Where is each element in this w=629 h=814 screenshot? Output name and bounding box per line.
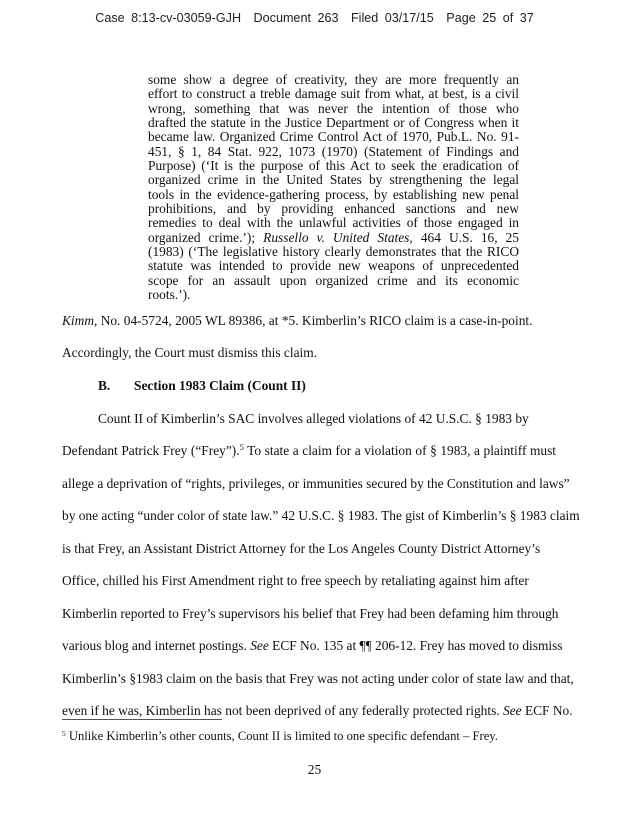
paragraph-line: is that Frey, an Assistant District Attorney for the Los Angeles County District Attorney’s [62, 541, 541, 556]
quote-text: 464 U.S. 16, 25 [420, 229, 519, 245]
footnote-number: 5 [62, 729, 66, 738]
paragraph-line: allege a deprivation of “rights, privileges, or immunities secured by the Constitution and laws” [62, 476, 570, 491]
quote-line: some show a degree of creativity, they are more frequently an [148, 72, 519, 87]
paragraph-line: Count II of Kimberlin’s SAC involves alleged violations of 42 U.S.C. § 1983 by [98, 411, 529, 426]
quote-line: remedies to deal with the unlawful activities of those engaged in [148, 215, 519, 231]
signal-see: See [503, 703, 522, 718]
footnote [62, 729, 498, 744]
body-text-span: ECF No. [521, 703, 573, 718]
case-number: Case 8:13-cv-03059-GJH [95, 11, 242, 25]
body-text-span: even if he was, Kimberlin has not been deprived of any federally protected rights. [62, 703, 503, 718]
case-citation-russello: Russello v. United States, [263, 229, 413, 245]
quote-line: effort to construct a treble damage suit from what, at best, is a civil [148, 86, 519, 102]
body-text-span: Defendant Patrick Frey (“Frey”). [62, 443, 240, 458]
quote-line: prohibitions, and by providing enhanced sanctions and new [148, 201, 519, 217]
section-letter: B. [98, 378, 111, 393]
paragraph-line: Office, chilled his First Amendment right to free speech by retaliating against him after [62, 573, 529, 588]
quote-line: tools in the evidence-gathering process, by establishing new penal [148, 186, 519, 202]
quote-line [148, 231, 519, 245]
quote-line: Purpose) (‘It is the purpose of this Act to seek the eradication of [148, 158, 519, 174]
quote-line: 451, § 1, 84 Stat. 922, 1073 (1970) (Statement of Findings and [148, 143, 519, 159]
ecf-header [0, 11, 629, 25]
page-number: 25 [307, 762, 322, 777]
footnote-text: Unlike Kimberlin’s other counts, Count II is limited to one specific defendant – Frey. [65, 729, 498, 743]
paragraph-line: Kimberlin’s §1983 claim on the basis that Frey was not acting under color of state law and that, [62, 671, 574, 686]
body-text-span: To state a claim for a violation of § 1983, a plaintiff must [243, 443, 556, 458]
paragraph-line: by one acting “under color of state law.” 42 U.S.C. § 1983. The gist of Kimberlin’s § 1983 claim [62, 508, 580, 523]
quote-line: became law. Organized Crime Control Act of 1970, Pub.L. No. 91- [148, 129, 519, 145]
document-number: Document 263 [253, 11, 339, 25]
block-quote [148, 73, 519, 303]
paragraph-line: Kimberlin reported to Frey’s supervisors his belief that Frey had been defaming him through [62, 606, 559, 621]
filed-date: Filed 03/17/15 [350, 11, 434, 25]
body-text-span: , No. 04-5724, 2005 WL 89386, at *5. Kimberlin’s RICO claim is a case-in-point. [94, 313, 533, 328]
quote-text: organized crime.’); [148, 229, 256, 245]
body-text-span: various blog and internet postings. [62, 638, 251, 653]
section-title: Section 1983 Claim (Count II) [134, 378, 306, 393]
signal-see: See [250, 638, 269, 653]
quote-line: wrong, something that was never the intention of those who [148, 100, 519, 116]
quote-line: scope for an assault upon organized crime and its economic [148, 272, 519, 288]
paragraph-line [62, 443, 556, 459]
quote-line: roots.’). [148, 287, 191, 303]
conclusion-line: Accordingly, the Court must dismiss this claim. [62, 345, 318, 360]
quote-line: (1983) (‘The legislative history clearly demonstrates that the RICO [148, 244, 519, 260]
section-heading [62, 378, 306, 394]
paragraph-line [62, 638, 563, 654]
case-citation-kimm: Kimm [62, 313, 94, 328]
paragraph-line [62, 703, 573, 719]
quote-line: drafted the statute in the Justice Department or of Congress when it [148, 115, 519, 131]
footnote-divider [62, 719, 222, 720]
page-count: Page 25 of 37 [446, 11, 534, 25]
footnote-ref: 5 [239, 442, 244, 452]
quote-line: organized crime in the United States by strengthening the legal [148, 172, 519, 188]
quote-line: statute was intended to provide new weapons of unprecedented [148, 258, 519, 274]
kimm-citation-line [62, 313, 556, 329]
body-text-span: ECF No. 135 at ¶¶ 206-12. Frey has moved to dismiss [268, 638, 563, 653]
